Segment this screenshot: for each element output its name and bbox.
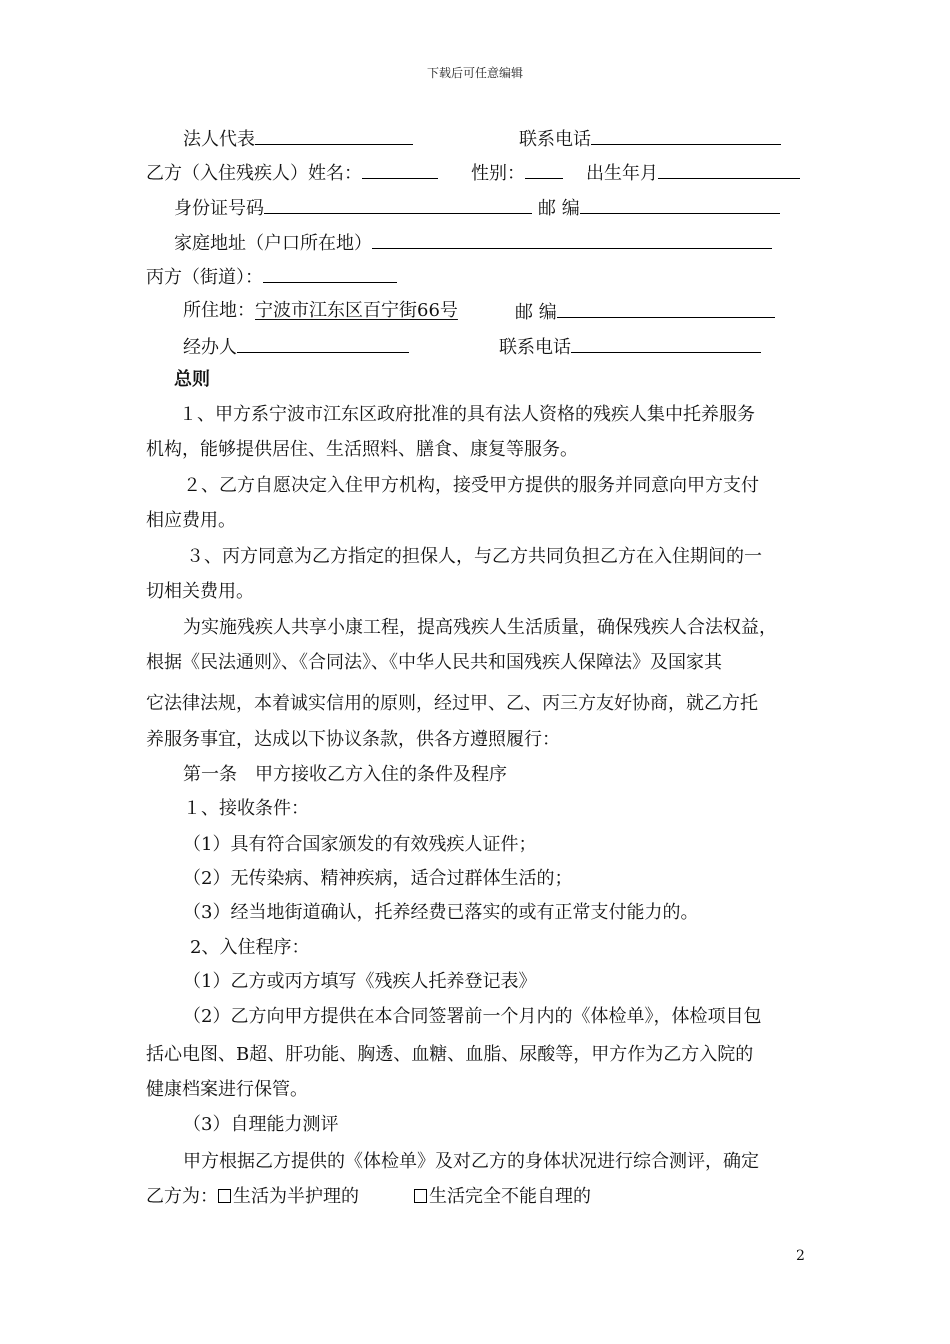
postcode-field-2 (557, 299, 775, 318)
postcode-row (538, 195, 780, 221)
general-item-3-line-2: 切相关费用。 (146, 581, 254, 602)
party-c-row (146, 264, 397, 290)
birth-label: 出生年月 (586, 163, 658, 184)
article-1-title: 第一条 甲方接收乙方入住的条件及程序 (183, 764, 507, 785)
postcode-label-2: 邮 编 (515, 302, 557, 323)
residence-value: 宁波市江东区百宁街66号 (255, 300, 458, 321)
legal-rep-field (255, 126, 413, 145)
residence-row (183, 299, 458, 323)
intro-line-2: 根据《民法通则》、《合同法》、《中华人民共和国残疾人保障法》及国家其 (146, 652, 722, 673)
general-item-2-line-1: ２、乙方自愿决定入住甲方机构，接受甲方提供的服务并同意向甲方支付 (183, 475, 759, 496)
residence-label: 所住地： (183, 300, 255, 321)
id-row (174, 195, 532, 221)
legal-rep-label: 法人代表 (183, 129, 255, 150)
condition-3: （3）经当地街道确认，托养经费已落实的或有正常支付能力的。 (183, 902, 699, 923)
general-item-2-line-2: 相应费用。 (146, 510, 236, 531)
party-b-name-label: 乙方（入住残疾人）姓名： (146, 163, 362, 184)
intro-line-1: 为实施残疾人共享小康工程，提高残疾人生活质量，确保残疾人合法权益， (183, 617, 777, 638)
gender-field (525, 160, 563, 179)
legal-rep-row (183, 126, 413, 152)
contact-phone-label: 联系电话 (519, 129, 591, 150)
contact-phone-row (519, 126, 781, 152)
checkbox-half-care[interactable] (218, 1189, 231, 1203)
agent-label: 经办人 (183, 337, 237, 358)
option-half-care-label: 生活为半护理的 (233, 1186, 359, 1207)
condition-2: （2）无传染病、精神疾病，适合过群体生活的； (183, 868, 573, 889)
contact-phone-field (591, 126, 781, 145)
party-b-name-field (362, 160, 438, 179)
general-item-1-line-1: １、甲方系宁波市江东区政府批准的具有法人资格的残疾人集中托养服务 (179, 404, 755, 425)
procedure-1: （1）乙方或丙方填写《残疾人托养登记表》 (183, 971, 537, 992)
home-address-row (174, 230, 772, 256)
procedure-2-line-1: （2）乙方向甲方提供在本合同签署前一个月内的《体检单》，体检项目包 (183, 1006, 762, 1027)
intro-line-4: 养服务事宜，达成以下协议条款，供各方遵照履行： (146, 729, 560, 750)
id-number-label: 身份证号码 (174, 198, 264, 219)
procedure-2-line-3: 健康档案进行保管。 (146, 1079, 308, 1100)
agent-field (237, 334, 409, 353)
party-b-row (146, 160, 438, 186)
page-header: 下载后可任意编辑 (426, 66, 523, 80)
procedure-3: （3）自理能力测评 (183, 1114, 339, 1135)
general-item-1-line-2: 机构，能够提供居住、生活照料、膳食、康复等服务。 (146, 439, 578, 460)
general-item-3-line-1: ３、丙方同意为乙方指定的担保人，与乙方共同负担乙方在入住期间的一 (186, 546, 762, 567)
article-1-sub-1: １、接收条件： (183, 798, 309, 819)
page-number: 2 (796, 1248, 805, 1264)
evaluation-line-2 (146, 1185, 359, 1209)
evaluation-prefix: 乙方为： (146, 1186, 218, 1207)
intro-line-3: 它法律法规，本着诚实信用的原则，经过甲、乙、丙三方友好协商，就乙方托 (146, 693, 758, 714)
procedure-2-line-2: 括心电图、B超、肝功能、胸透、血糖、血脂、尿酸等，甲方作为乙方入院的 (146, 1044, 754, 1065)
article-1-sub-2: 2、入住程序： (190, 937, 310, 958)
option-no-self-care-label: 生活完全不能自理的 (429, 1186, 591, 1207)
party-c-label: 丙方（街道）： (146, 267, 263, 288)
home-address-field (372, 230, 772, 249)
birth-field (658, 160, 800, 179)
postcode-field (580, 195, 780, 214)
checkbox-no-self-care[interactable] (414, 1189, 427, 1203)
postcode-row-2 (515, 299, 775, 325)
gender-row (471, 160, 563, 186)
party-c-field (263, 264, 397, 283)
postcode-label: 邮 编 (538, 198, 580, 219)
general-heading: 总则 (174, 369, 210, 390)
home-address-label: 家庭地址（户口所在地） (174, 233, 372, 254)
gender-label: 性别： (471, 163, 525, 184)
id-number-field (264, 195, 532, 214)
agent-row (183, 334, 409, 360)
birth-row (586, 160, 800, 186)
condition-1: （1）具有符合国家颁发的有效残疾人证件； (183, 834, 537, 855)
contact-phone-label-2: 联系电话 (499, 337, 571, 358)
evaluation-option-2 (414, 1185, 591, 1209)
evaluation-line-1: 甲方根据乙方提供的《体检单》及对乙方的身体状况进行综合测评，确定 (183, 1151, 759, 1172)
contact-phone-field-2 (571, 334, 761, 353)
contact-phone-row-2 (499, 334, 761, 360)
